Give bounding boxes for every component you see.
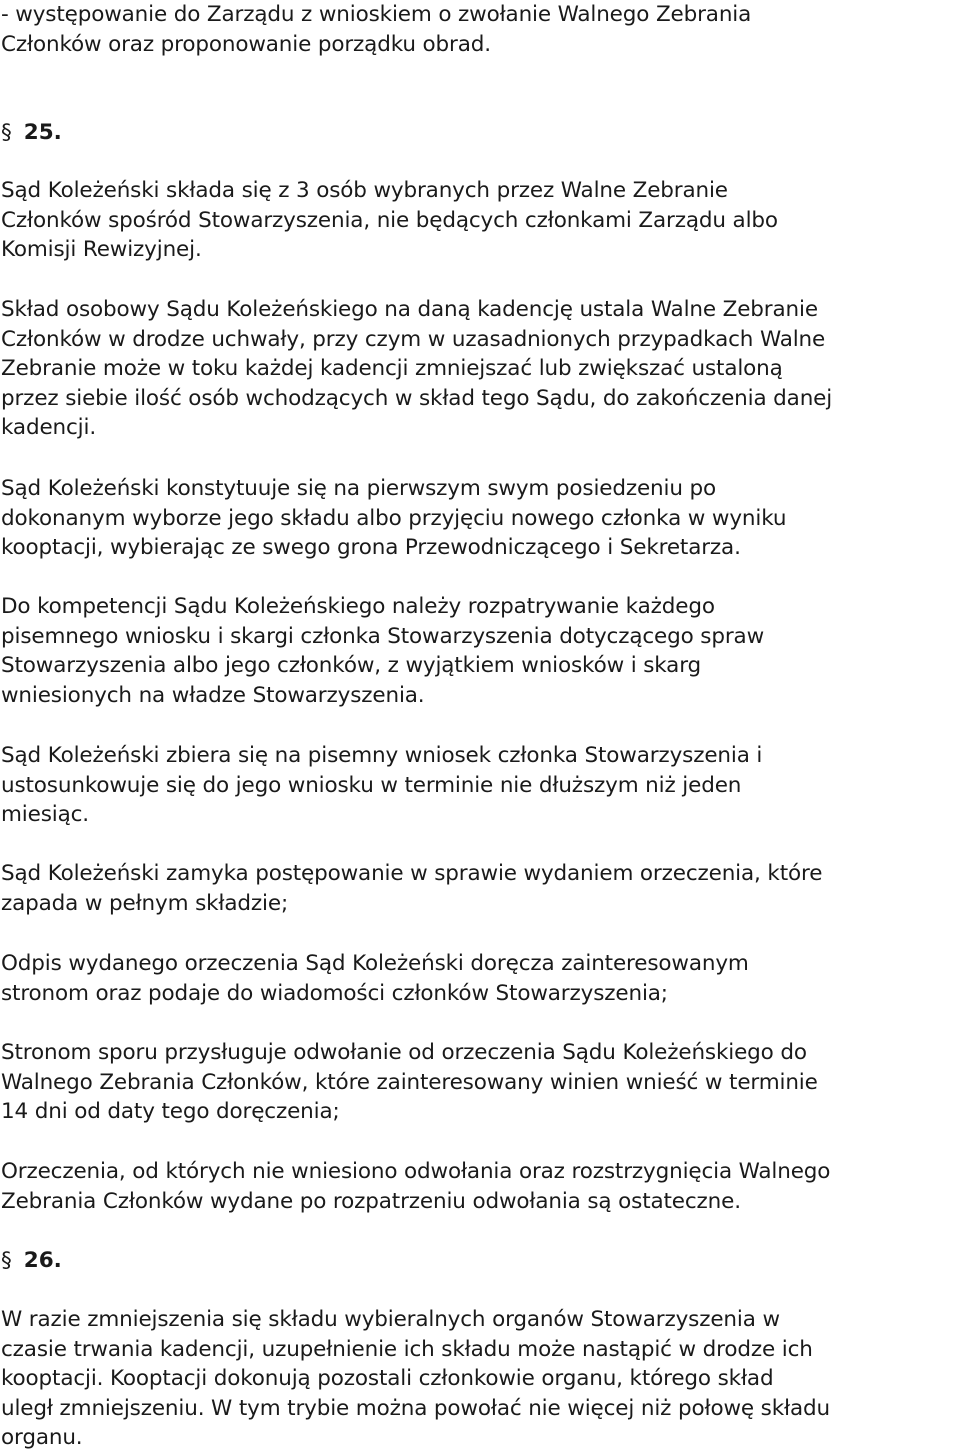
text-line: Orzeczenia, od których nie wniesiono odwołania oraz rozstrzygnięcia Walnego xyxy=(1,1159,831,1184)
text-line: kadencji. xyxy=(1,415,97,441)
text-line: uległ zmniejszeniu. W tym trybie można powołać nie więcej niż połowę składu xyxy=(1,1395,830,1421)
text-line: czasie trwania kadencji, uzupełnienie ich składu może nastąpić w drodze ich xyxy=(1,1336,813,1362)
paragraph xyxy=(1,1305,830,1453)
paragraph xyxy=(1,859,822,918)
text-line: Stowarzyszenia albo jego członków, z wyjątkiem wniosków i skarg xyxy=(1,653,702,679)
text-line: Członków oraz proponowanie porządku obrad. xyxy=(1,31,491,57)
text-line: Komisji Rewizyjnej. xyxy=(1,237,202,263)
text-line: przez siebie ilość osób wchodzących w skład tego Sądu, do zakończenia danej xyxy=(1,385,833,411)
text-line: Zebrania Członków wydane po rozpatrzeniu odwołania są ostateczne. xyxy=(1,1188,741,1214)
text-line: ustosunkowuje się do jego wniosku w terminie nie dłuższym niż jeden xyxy=(1,772,742,798)
text-line: dokonanym wyborze jego składu albo przyjęciu nowego członka w wyniku xyxy=(1,505,787,531)
section-heading-25 xyxy=(1,118,62,148)
text-line: Walnego Zebrania Członków, które zainteresowany winien wnieść w terminie xyxy=(1,1069,818,1095)
text-line: zapada w pełnym składzie; xyxy=(1,890,289,916)
text-line: Członków spośród Stowarzyszenia, nie będących członkami Zarządu albo xyxy=(1,207,778,233)
text-line: pisemnego wniosku i skargi członka Stowarzyszenia dotyczącego spraw xyxy=(1,623,765,649)
section-sign: § xyxy=(1,1248,12,1273)
paragraph xyxy=(1,0,751,59)
section-sign: § xyxy=(1,120,12,145)
paragraph xyxy=(1,1038,818,1127)
text-line: stronom oraz podaje do wiadomości członków Stowarzyszenia; xyxy=(1,980,668,1006)
paragraph xyxy=(1,176,778,265)
text-line: Do kompetencji Sądu Koleżeńskiego należy rozpatrywanie każdego xyxy=(1,594,715,619)
text-line: organu. xyxy=(1,1425,83,1451)
text-line: Odpis wydanego orzeczenia Sąd Koleżeński doręcza zainteresowanym xyxy=(1,951,749,976)
text-line: Sąd Koleżeński składa się z 3 osób wybranych przez Walne Zebranie xyxy=(1,178,728,203)
text-line: Stronom sporu przysługuje odwołanie od orzeczenia Sądu Koleżeńskiego do xyxy=(1,1040,807,1065)
paragraph xyxy=(1,592,764,710)
text-line: W razie zmniejszenia się składu wybieralnych organów Stowarzyszenia w xyxy=(1,1307,780,1332)
text-line: miesiąc. xyxy=(1,802,89,828)
section-number: 25. xyxy=(23,120,62,145)
text-line: Zebranie może w toku każdej kadencji zmniejszać lub zwiększać ustaloną xyxy=(1,356,783,382)
paragraph xyxy=(1,949,749,1008)
paragraph xyxy=(1,1157,830,1216)
text-line: Skład osobowy Sądu Koleżeńskiego na daną kadencję ustala Walne Zebranie xyxy=(1,297,818,322)
section-number: 26. xyxy=(23,1248,62,1273)
text-line: 14 dni od daty tego doręczenia; xyxy=(1,1099,340,1125)
text-line: Sąd Koleżeński zamyka postępowanie w sprawie wydaniem orzeczenia, które xyxy=(1,861,823,886)
text-line: kooptacji. Kooptacji dokonują pozostali członkowie organu, którego skład xyxy=(1,1366,774,1392)
text-line: wniesionych na władze Stowarzyszenia. xyxy=(1,682,425,708)
section-heading-26 xyxy=(1,1246,62,1276)
text-line: kooptacji, wybierając ze swego grona Przewodniczącego i Sekretarza. xyxy=(1,535,741,561)
text-line: Sąd Koleżeński konstytuuje się na pierwszym swym posiedzeniu po xyxy=(1,476,717,501)
paragraph xyxy=(1,741,762,830)
text-line: - występowanie do Zarządu z wnioskiem o zwołanie Walnego Zebrania xyxy=(1,2,752,27)
paragraph xyxy=(1,474,786,563)
text-line: Członków w drodze uchwały, przy czym w uzasadnionych przypadkach Walne xyxy=(1,326,826,352)
text-line: Sąd Koleżeński zbiera się na pisemny wniosek członka Stowarzyszenia i xyxy=(1,743,763,768)
paragraph xyxy=(1,295,832,443)
